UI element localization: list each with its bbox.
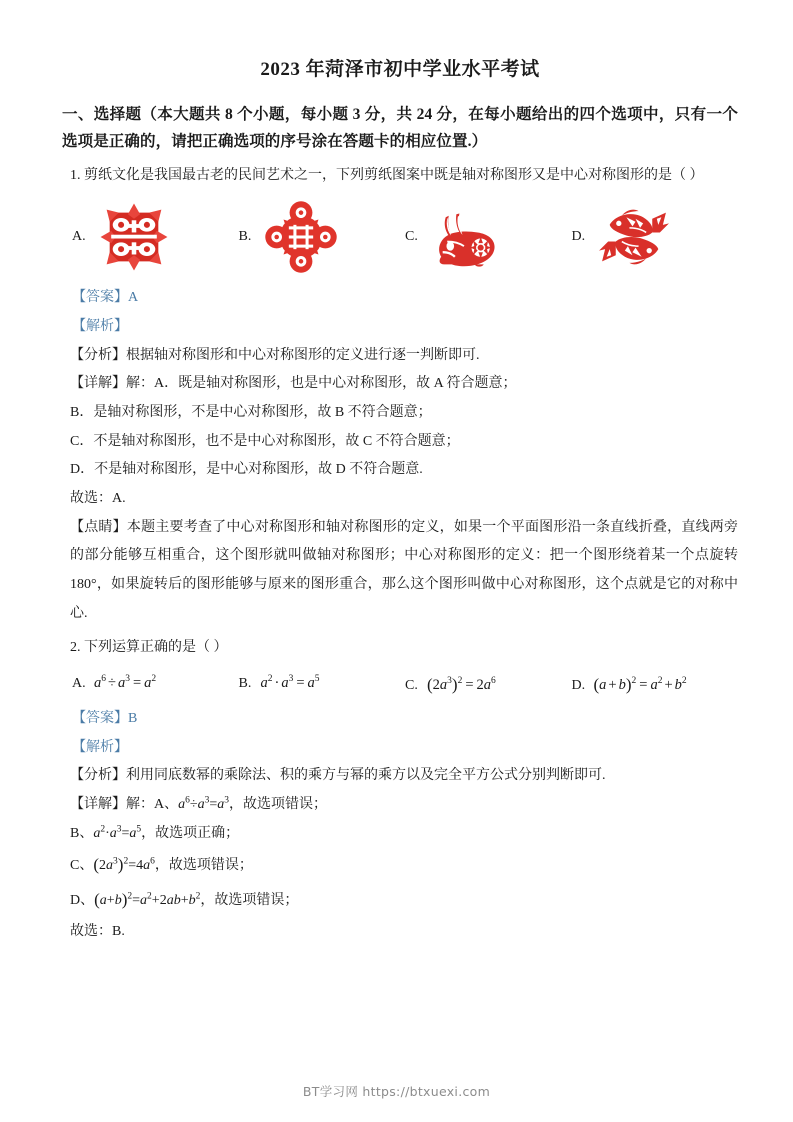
question-1-explanation-label: 【解析】 — [72, 318, 128, 334]
papercut-double-fish-icon — [596, 198, 672, 276]
keypoint-label: 【点睛】 — [70, 519, 127, 535]
section-heading: 一、选择题（本大题共 8 个小题，每小题 3 分，共 24 分，在每小题给出的四个选项中，只有一个选项是正确的，请把正确选项的序号涂在答题卡的相应位置.） — [62, 105, 738, 151]
question-1-option-c[interactable] — [405, 198, 572, 276]
question-1-detail-intro-text: 解：A．既是轴对称图形，也是中心对称图形，故 A 符合题意； — [126, 376, 517, 392]
question-2-detail-a-tail: ，故选项错误； — [228, 796, 327, 812]
question-1-detail-intro — [70, 370, 738, 399]
question-2-detail-d-expression: $(a+b)^2=a^2+2ab+b^2$ — [94, 890, 201, 910]
question-2-detail-a-expression: $a^6\div a^3=a^3$ — [178, 795, 229, 812]
option-letter-d: D. — [571, 677, 586, 693]
question-2-option-c-expression: $(2a^3)^2 = 2a^6$ — [427, 674, 496, 694]
papercut-square-symmetric-icon — [96, 198, 172, 276]
analysis-label: 【分析】 — [70, 347, 126, 363]
option-letter-b: B. — [238, 675, 252, 691]
question-2-text: 下列运算正确的是（ ） — [84, 640, 228, 656]
question-1-options — [72, 194, 738, 280]
question-2-option-d[interactable] — [572, 675, 739, 695]
papercut-floral-medallion-icon — [263, 198, 339, 276]
question-2-detail-prefix: 解：A、 — [126, 796, 179, 812]
detail-label: 【详解】 — [70, 796, 126, 812]
option-letter-c: C. — [405, 229, 418, 245]
option-letter-c: C. — [405, 677, 418, 693]
question-1-keypoint-text: 本题主要考查了中心对称图形和轴对称图形的定义，如果一个平面图形沿一条直线折叠，直线两旁的部分能够互相重合，这个图形就叫做轴对称图形；中心对称图形的定义：把一个图形绕着某一个点旋转180°，如果旋转后的图形能够与原来的图形重合，那么这个图形叫做中心对称图形，这个点就是它的对称中心. — [70, 519, 739, 621]
question-1-analysis — [70, 342, 738, 371]
question-1-detail-b: B．是轴对称图形，不是中心对称图形，故 B 不符合题意； — [70, 404, 432, 420]
question-2-explanation-label: 【解析】 — [72, 739, 128, 755]
answer-label: 【答案】 — [72, 290, 128, 306]
question-2-number: 2. — [70, 640, 81, 656]
question-2-option-b-expression: $a^2 \cdot a^3 = a^5$ — [260, 674, 320, 691]
question-2-detail-d-label: D、 — [70, 893, 95, 909]
question-2-answer-value: B — [128, 710, 138, 726]
question-2-detail-c-tail: ，故选项错误； — [154, 858, 253, 874]
question-2-options — [72, 675, 738, 695]
question-1-answer-value: A — [128, 290, 139, 306]
question-2-detail-a — [70, 791, 738, 820]
question-2-analysis-text: 利用同底数幂的乘除法、积的乘方与幂的乘方以及完全平方公式分别判断即可. — [126, 768, 606, 784]
question-2-detail-d — [70, 883, 738, 918]
page-title: 2023 年菏泽市初中学业水平考试 — [260, 59, 540, 80]
analysis-label: 【分析】 — [70, 768, 126, 784]
question-2-answer-line — [72, 705, 738, 734]
question-1-conclusion: 故选：A. — [70, 490, 126, 506]
question-2-option-d-expression: $(a + b)^2 = a^2 + b^2$ — [593, 674, 687, 694]
question-2-option-b[interactable] — [239, 675, 406, 695]
answer-label: 【答案】 — [72, 710, 128, 726]
question-2-option-c[interactable] — [405, 675, 572, 695]
question-2-detail-c-expression: $(2a^3)^2=4a^6$ — [93, 855, 155, 875]
question-2-detail-d-tail: ，故选项错误； — [200, 893, 299, 909]
question-2-detail-b — [70, 820, 738, 849]
question-2-detail-c — [70, 848, 738, 883]
question-2-detail-c-label: C、 — [70, 858, 94, 874]
question-2-analysis — [70, 762, 738, 791]
option-letter-d: D. — [571, 229, 586, 245]
question-1-analysis-text: 根据轴对称图形和中心对称图形的定义进行逐一判断即可. — [126, 347, 480, 363]
question-2-option-a-expression: $a^6 \div a^3 = a^2$ — [94, 674, 157, 691]
option-letter-b: B. — [238, 229, 252, 245]
question-2-detail-b-label: B、 — [70, 825, 94, 841]
question-1-keypoint — [70, 514, 738, 629]
question-1-stem — [70, 164, 738, 189]
question-2-conclusion: 故选：B. — [70, 924, 125, 940]
detail-label: 【详解】 — [70, 376, 126, 392]
question-2-detail-b-tail: ，故选项正确； — [141, 825, 240, 841]
question-1-detail-c: C．不是轴对称图形，也不是中心对称图形，故 C 不符合题意； — [70, 433, 460, 449]
question-2-stem — [70, 636, 738, 661]
question-1-option-a[interactable] — [72, 198, 239, 276]
question-1-text: 剪纸文化是我国最古老的民间艺术之一，下列剪纸图案中既是轴对称图形又是中心对称图形的是（ ） — [84, 167, 704, 183]
question-2-detail-b-expression: $a^2\cdot a^3=a^5$ — [93, 824, 142, 841]
footer-watermark: BT学习网 https://btxuexi.com — [302, 1084, 491, 1099]
papercut-rabbit-icon — [429, 198, 505, 276]
question-2-option-a[interactable] — [72, 675, 239, 695]
question-1-option-d[interactable] — [572, 198, 739, 276]
question-1-detail-d: D．不是轴对称图形，是中心对称图形，故 D 不符合题意. — [70, 462, 423, 478]
option-letter-a: A. — [72, 229, 86, 245]
option-letter-a: A. — [72, 675, 86, 691]
question-1-answer-line — [72, 284, 738, 313]
question-1-option-b[interactable] — [239, 198, 406, 276]
question-1-number: 1. — [70, 167, 81, 183]
